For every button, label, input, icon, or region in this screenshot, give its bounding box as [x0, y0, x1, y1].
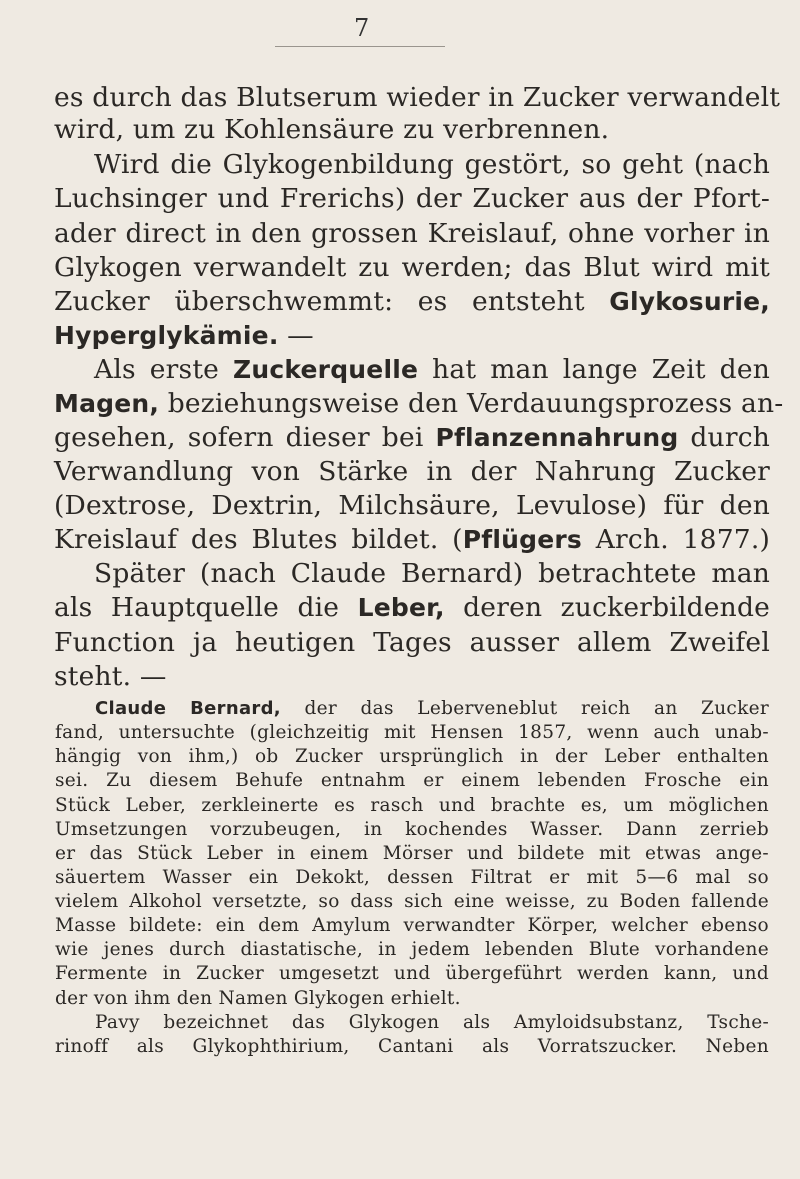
footnote-line: hängig von ihm,) ob Zucker ursprünglich in der Leber enthalten [55, 746, 769, 767]
body-line: als Hauptquelle die Leber, deren zuckerbildende [54, 592, 770, 623]
body-line: wird, um zu Kohlensäure zu verbrennen. [54, 114, 610, 145]
footnote-line: Masse bildete: ein dem Amylum verwandter Körper, welcher ebenso [55, 915, 769, 936]
body-line: Als erste Zuckerquelle hat man lange Zeit den [94, 354, 770, 385]
emphasis-term: Magen, [54, 389, 160, 418]
body-line: (Dextrose, Dextrin, Milchsäure, Levulose) für den [54, 490, 770, 521]
emphasis-term: Claude Bernard, [95, 698, 281, 719]
footnote-line: Umsetzungen vorzubeugen, in kochendes Wasser. Dann zerrieb [55, 819, 769, 840]
emphasis-term: Zuckerquelle [233, 355, 419, 384]
body-line: Magen, beziehungsweise den Verdauungsprozess an- [54, 388, 784, 419]
body-line: Verwandlung von Stärke in der Nahrung Zucker [54, 456, 770, 487]
footnote-line: er das Stück Leber in einem Mörser und bildete mit etwas ange- [55, 843, 769, 864]
body-line: steht. — [54, 661, 167, 692]
footnote-line: säuertem Wasser ein Dekokt, dessen Filtrat er mit 5—6 mal so [55, 867, 769, 888]
footnote-line: Fermente in Zucker umgesetzt und übergeführt werden kann, und [55, 963, 769, 984]
body-line: Wird die Glykogenbildung gestört, so geht (nach [94, 149, 770, 180]
footnote-line: rinoff als Glykophthirium, Cantani als Vorratszucker. Neben [55, 1036, 769, 1057]
body-line: Zucker überschwemmt: es entsteht Glykosurie, [54, 286, 770, 317]
emphasis-term: Hyperglykämie. [54, 321, 279, 350]
footnote-line: der von ihm den Namen Glykogen erhielt. [55, 988, 461, 1009]
footnote-line: wie jenes durch diastatische, in jedem lebenden Blute vorhandene [55, 939, 769, 960]
body-line: Glykogen verwandelt zu werden; das Blut wird mit [54, 252, 770, 283]
body-line: Function ja heutigen Tages ausser allem Zweifel [54, 627, 770, 658]
footnote-line: Stück Leber, zerkleinerte es rasch und brachte es, um möglichen [55, 795, 769, 816]
body-line: ader direct in den grossen Kreislauf, ohne vorher in [54, 218, 770, 249]
emphasis-term: Pflanzennahrung [435, 423, 679, 452]
emphasis-term: Glykosurie, [609, 287, 770, 316]
body-line: gesehen, sofern dieser bei Pflanzennahrung durch [54, 422, 770, 453]
footnote-line: Pavy bezeichnet das Glykogen als Amyloidsubstanz, Tsche- [95, 1012, 769, 1033]
footnote-line: vielem Alkohol versetzte, so dass sich eine weisse, zu Boden fallende [55, 891, 769, 912]
body-line: Kreislauf des Blutes bildet. (Pflügers Arch. 1877.) [54, 524, 771, 555]
body-line: Später (nach Claude Bernard) betrachtete man [94, 558, 770, 589]
header-rule [275, 46, 445, 47]
body-line: es durch das Blutserum wieder in Zucker verwandelt [54, 82, 781, 113]
footnote-line: Claude Bernard, der das Leberveneblut reich an Zucker [95, 698, 769, 719]
emphasis-term: Pflügers [462, 525, 582, 554]
footnote-line: fand, untersuchte (gleichzeitig mit Hensen 1857, wenn auch unab- [55, 722, 769, 743]
page-number: 7 [354, 14, 370, 42]
footnote-line: sei. Zu diesem Behufe entnahm er einem lebenden Frosche ein [55, 770, 769, 791]
body-line: Luchsinger und Frerichs) der Zucker aus der Pfort- [54, 183, 770, 214]
emphasis-term: Leber, [357, 593, 445, 622]
body-line: Hyperglykämie. — [54, 320, 314, 351]
